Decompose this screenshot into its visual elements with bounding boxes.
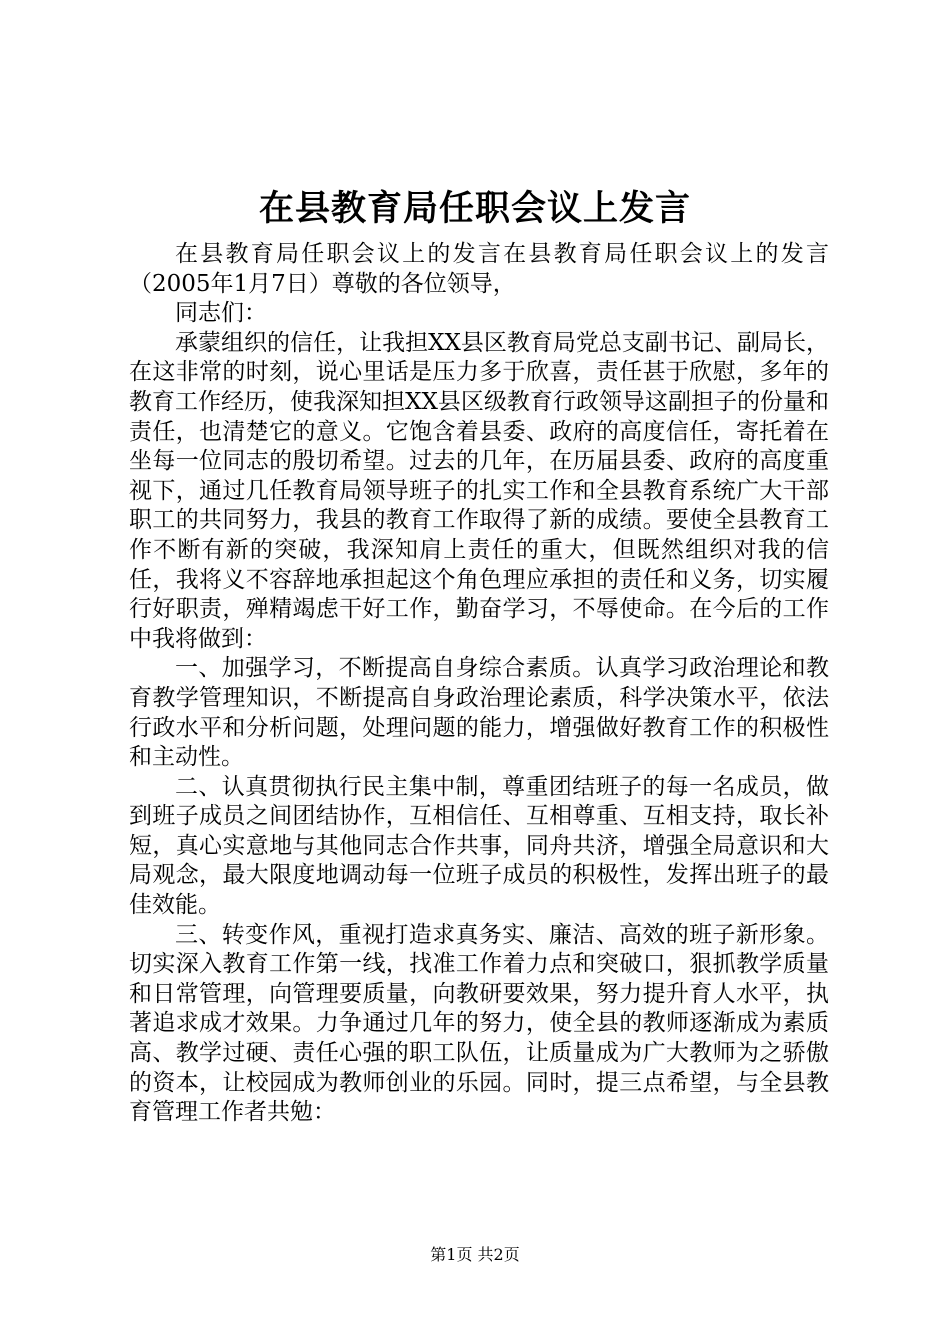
paragraph-point-one: 一、加强学习，不断提高自身综合素质。认真学习政治理论和教育教学管理知识，不断提高自身政治理论素质，科学决策水平，依法行政水平和分析问题，处理问题的能力，增强做好教育工作的积极性和主动性。 bbox=[129, 655, 829, 771]
paragraph-point-two: 二、认真贯彻执行民主集中制，尊重团结班子的每一名成员，做到班子成员之间团结协作，互相信任、互相尊重、互相支持，取长补短，真心实意地与其他同志合作共事，同舟共济，增强全局意识和大局观念，最大限度地调动每一位班子成员的积极性，发挥出班子的最佳效能。 bbox=[129, 773, 829, 919]
paragraph-opening: 在县教育局任职会议上的发言在县教育局任职会议上的发言（2005年1月7日）尊敬的各位领导， bbox=[129, 241, 829, 297]
document-body bbox=[129, 240, 829, 1128]
paragraph-salutation: 同志们： bbox=[175, 300, 267, 327]
paragraph-main: 承蒙组织的信任，让我担XX县区教育局党总支副书记、副局长，在这非常的时刻，说心里话是压力多于欣喜，责任甚于欣慰，多年的教育工作经历，使我深知担XX县区级教育行政领导这副担子的份量和责任，也清楚它的意义。它饱含着县委、政府的高度信任，寄托着在坐每一位同志的殷切希望。过去的几年，在历届县委、政府的高度重视下，通过几任教育局领导班子的扎实工作和全县教育系统广大干部职工的共同努力，我县的教育工作取得了新的成绩。要使全县教育工作不断有新的突破，我深知肩上责任的重大，但既然组织对我的信任，我将义不容辞地承担起这个角色理应承担的责任和义务，切实履行好职责，殚精竭虑干好工作，勤奋学习，不辱使命。在今后的工作中我将做到： bbox=[129, 329, 829, 652]
page-footer: 第1页 共2页 bbox=[430, 1245, 520, 1264]
paragraph-point-three: 三、转变作风，重视打造求真务实、廉洁、高效的班子新形象。切实深入教育工作第一线，找准工作着力点和突破口，狠抓教学质量和日常管理，向管理要质量，向教研要效果，努力提升育人水平，执著追求成才效果。力争通过几年的努力，使全县的教师逐渐成为素质高、教学过硬、责任心强的职工队伍，让质量成为广大教师为之骄傲的资本，让校园成为教师创业的乐园。同时，提三点希望，与全县教育管理工作者共勉： bbox=[129, 921, 829, 1126]
document-title: 在县教育局任职会议上发言 bbox=[258, 188, 691, 229]
